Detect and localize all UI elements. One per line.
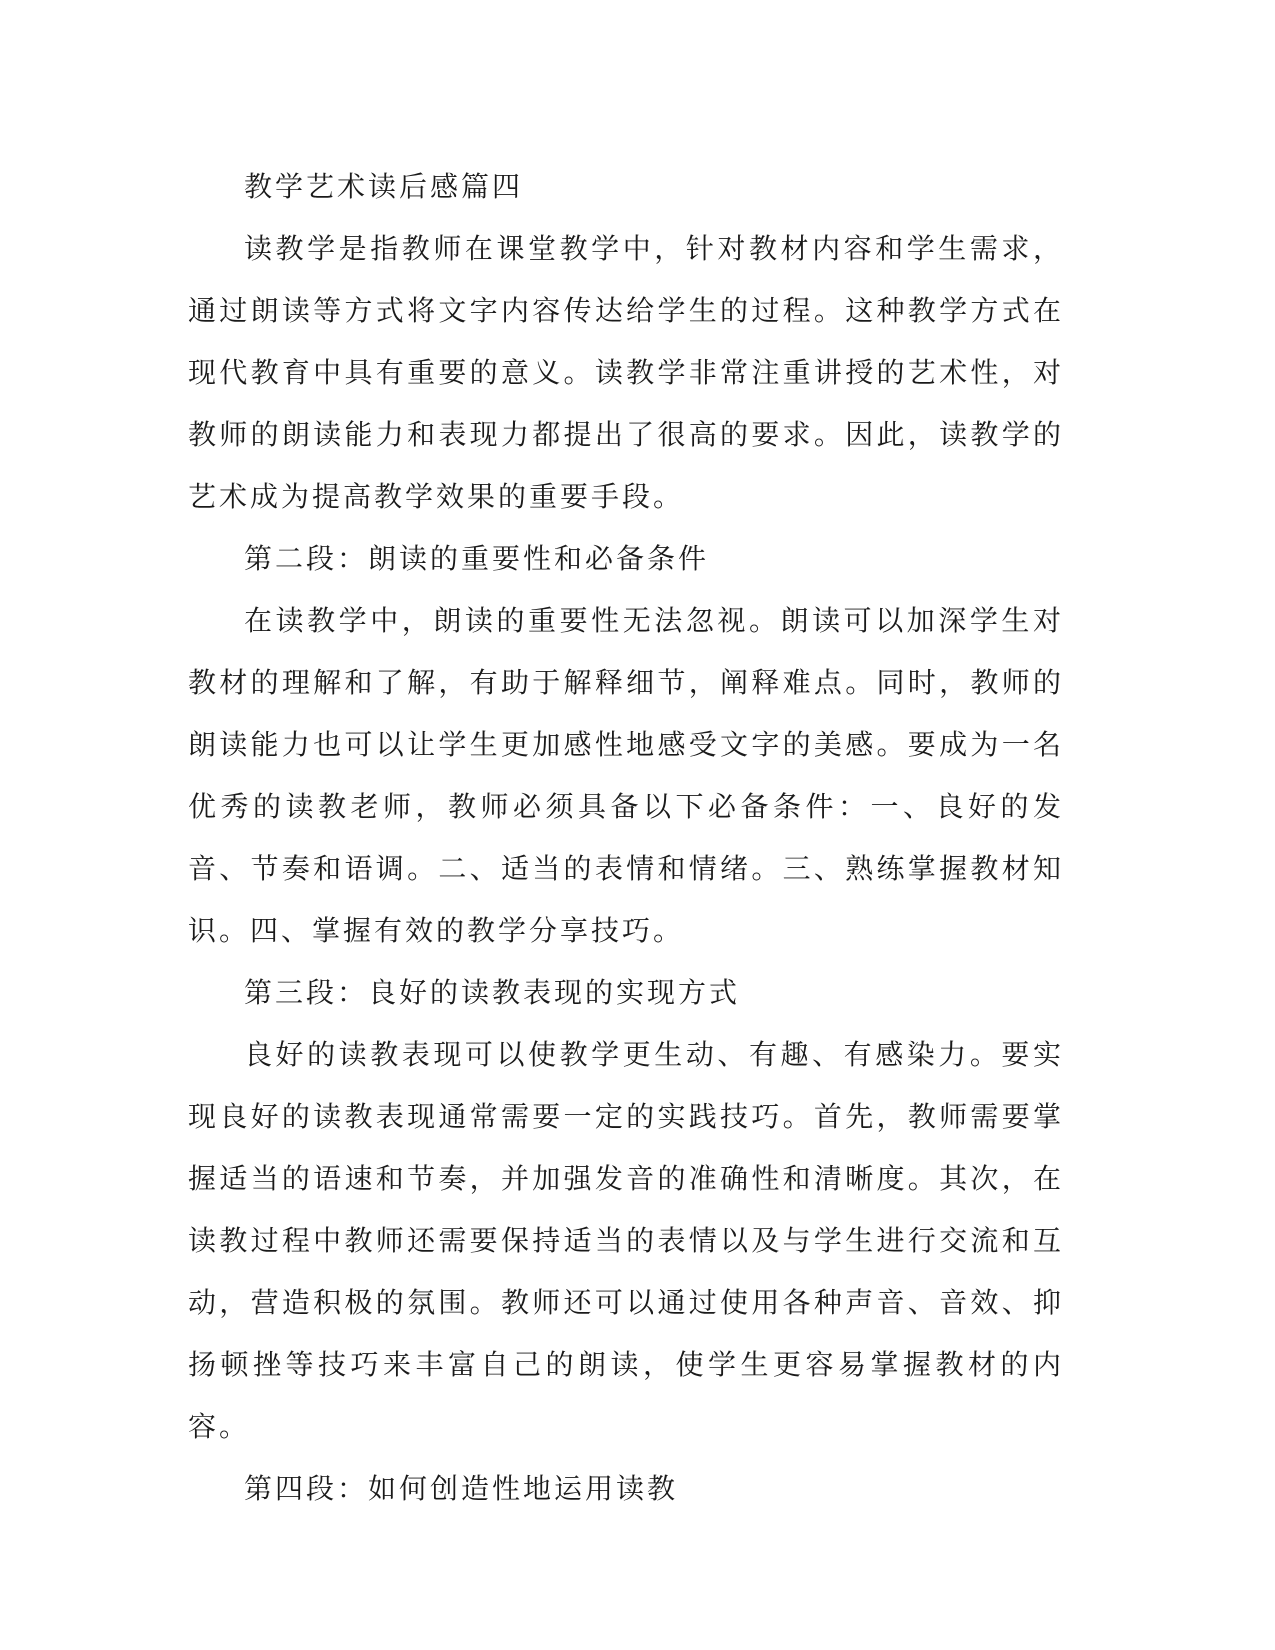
paragraph-section-2: 在读教学中，朗读的重要性无法忽视。朗读可以加深学生对教材的理解和了解，有助于解释细节，阐释难点。同时，教师的朗读能力也可以让学生更加感性地感受文字的美感。要成为一名优秀的读教老师，教师必须具备以下必备条件：一、良好的发音、节奏和语调。二、适当的表情和情绪。三、熟练掌握教材知识。四、掌握有效的教学分享技巧。 xyxy=(188,604,1064,947)
paragraph-intro: 读教学是指教师在课堂教学中，针对教材内容和学生需求，通过朗读等方式将文字内容传达给学生的过程。这种教学方式在现代教育中具有重要的意义。读教学非常注重讲授的艺术性，对教师的朗读能力和表现力都提出了很高的要求。因此，读教学的艺术成为提高教学效果的重要手段。 xyxy=(188,232,1064,513)
section-heading-3: 第三段：良好的读教表现的实现方式 xyxy=(244,976,741,1009)
document-body xyxy=(188,156,1064,1520)
paragraph-section-3: 良好的读教表现可以使教学更生动、有趣、有感染力。要实现良好的读教表现通常需要一定的实践技巧。首先，教师需要掌握适当的语速和节奏，并加强发音的准确性和清晰度。其次，在读教过程中教师还需要保持适当的表情以及与学生进行交流和互动，营造积极的氛围。教师还可以通过使用各种声音、音效、抑扬顿挫等技巧来丰富自己的朗读，使学生更容易掌握教材的内容。 xyxy=(188,1038,1064,1443)
section-heading-2: 第二段：朗读的重要性和必备条件 xyxy=(244,542,710,575)
section-heading-4: 第四段：如何创造性地运用读教 xyxy=(244,1472,679,1505)
document-title: 教学艺术读后感篇四 xyxy=(244,170,524,203)
